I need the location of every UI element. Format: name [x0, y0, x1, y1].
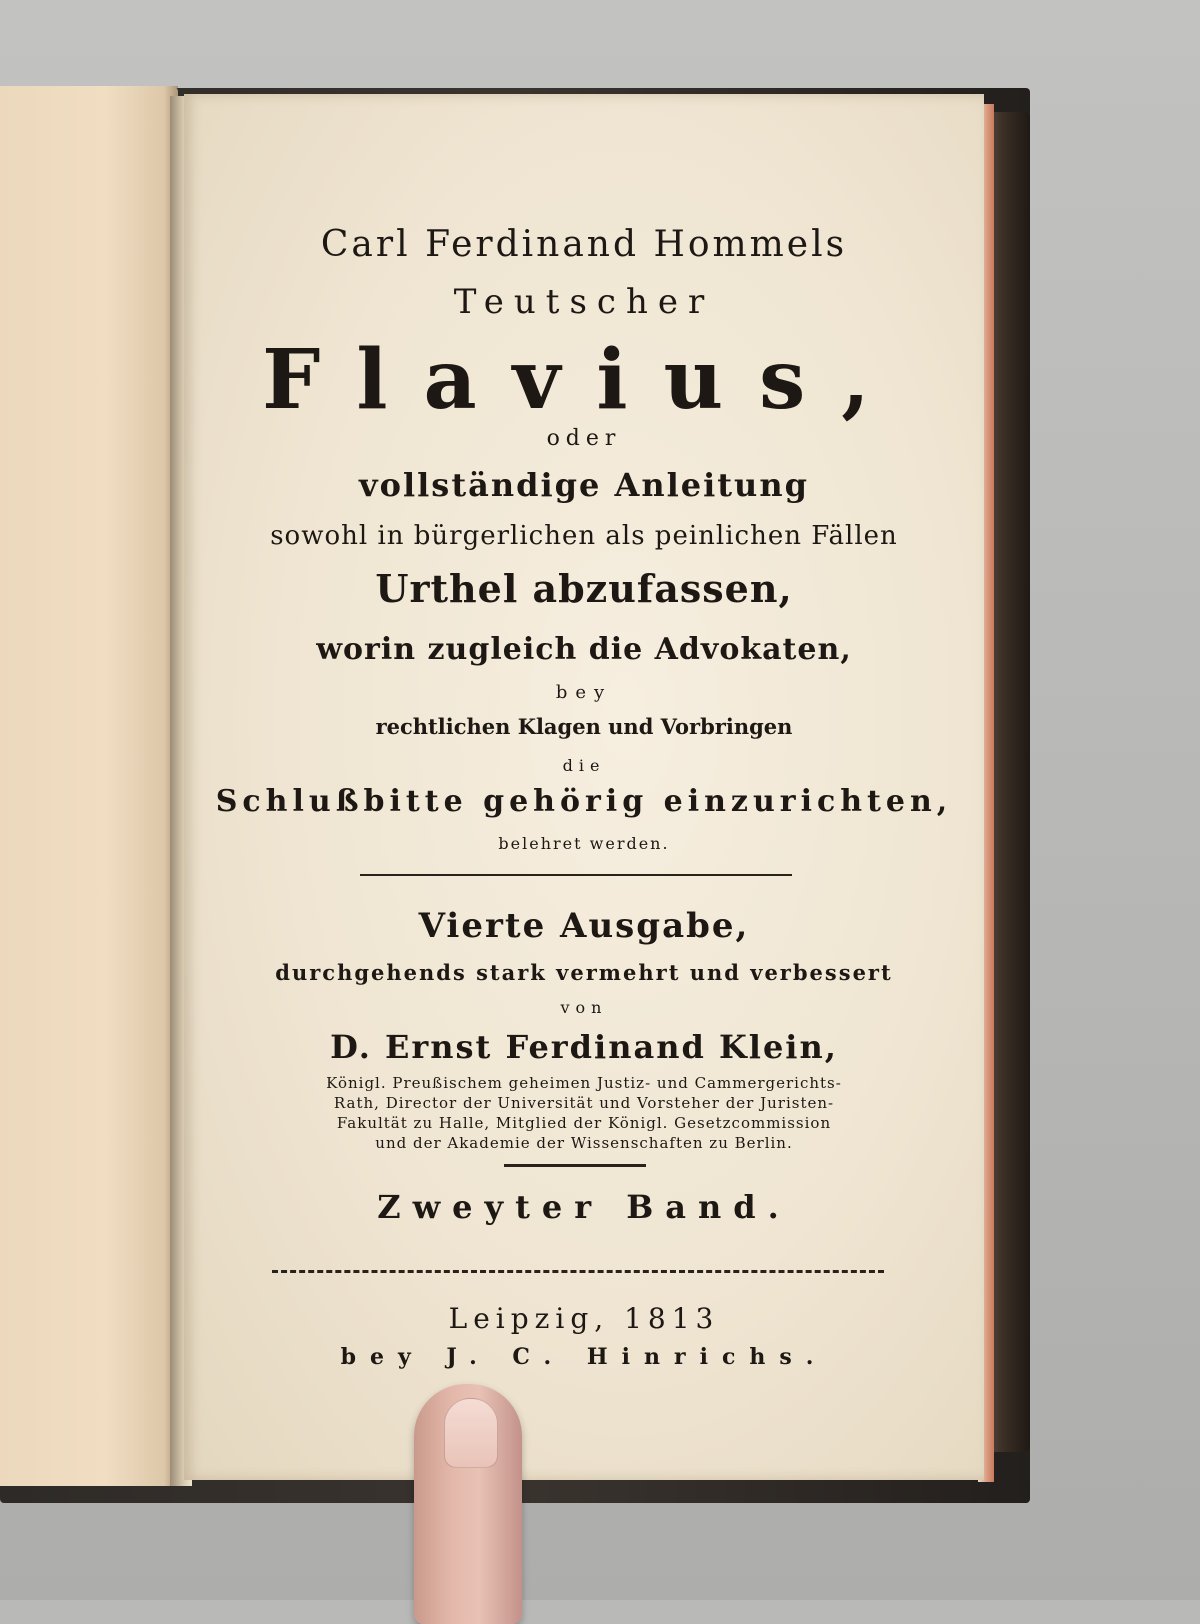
- subtitle-urthel: Urthel abzufassen,: [375, 566, 793, 611]
- volume-line: Zweyter Band.: [377, 1188, 791, 1226]
- subtitle-worin: worin zugleich die Advokaten,: [316, 632, 852, 667]
- left-page: [0, 86, 178, 1486]
- title-page: [184, 94, 984, 1480]
- editor-name: D. Ernst Ferdinand Klein,: [330, 1028, 838, 1066]
- subtitle-sowohl: sowohl in bürgerlichen als peinlichen Fällen: [270, 521, 898, 551]
- title-page-content: [184, 94, 984, 1480]
- editor-title-line: Königl. Preußischem geheimen Justiz- und Cammergerichts-: [326, 1074, 842, 1092]
- subtitle-rechtlichen: rechtlichen Klagen und Vorbringen: [375, 714, 793, 739]
- subtitle-belehret: belehret werden.: [498, 834, 670, 853]
- editor-title-line: und der Akademie der Wissenschaften zu Berlin.: [375, 1134, 793, 1152]
- word-die: die: [562, 756, 606, 775]
- imprint-place-year: Leipzig, 1813: [448, 1302, 720, 1335]
- holding-finger: [414, 1384, 522, 1624]
- fingernail: [444, 1398, 498, 1468]
- subtitle-schlussbitte: Schlußbitte gehörig einzurichten,: [215, 784, 953, 819]
- conjunction-oder: oder: [546, 426, 622, 451]
- editor-title-line: Fakultät zu Halle, Mitglied der Königl. Gesetzcommission: [336, 1114, 832, 1132]
- short-divider-rule: [504, 1164, 646, 1167]
- edition-line: Vierte Ausgabe,: [418, 906, 750, 946]
- edition-note: durchgehends stark vermehrt und verbessert: [275, 960, 893, 985]
- author-line: Carl Ferdinand Hommels: [320, 224, 848, 265]
- editor-title-line: Rath, Director der Universität und Vorsteher der Juristen-: [333, 1094, 835, 1112]
- word-von: von: [560, 998, 608, 1017]
- word-bey: bey: [555, 682, 613, 703]
- main-title: Flavius,: [262, 332, 906, 428]
- imprint-publisher: bey J. C. Hinrichs.: [340, 1344, 828, 1370]
- subtitle-teutscher: Teutscher: [453, 282, 715, 322]
- subtitle-anleitung: vollständige Anleitung: [359, 466, 809, 504]
- dashed-divider-rule: [272, 1270, 884, 1273]
- divider-rule: [360, 874, 792, 876]
